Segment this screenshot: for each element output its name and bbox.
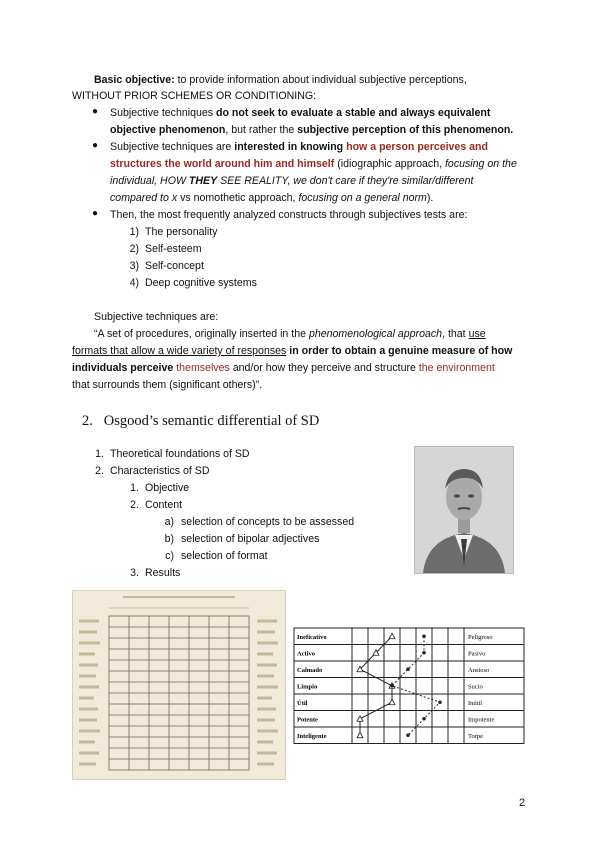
list-item: Characteristics of SD xyxy=(110,465,210,477)
sd-left-label: Ineficativo xyxy=(297,633,327,641)
portrait-illustration xyxy=(415,447,513,573)
list-item: Self-esteem xyxy=(145,243,202,255)
sd-right-label: Inútil xyxy=(468,699,483,707)
sd-right-label: Torpe xyxy=(468,732,484,740)
sd-profile-b-point xyxy=(406,667,410,671)
list-item: Theoretical foundations of SD xyxy=(110,448,250,460)
sd-right-label: Peligroso xyxy=(468,633,493,641)
sd-table-border xyxy=(294,628,524,744)
sd-left-label: Calmado xyxy=(297,666,323,674)
sd-right-label: Pasivo xyxy=(468,650,486,658)
techniques-heading: Subjective techniques are: xyxy=(94,311,219,323)
osgood-portrait-photo xyxy=(414,446,514,574)
list-item: selection of bipolar adjectives xyxy=(181,533,320,545)
sd-profile-b-point xyxy=(422,634,426,638)
sd-response-form-image xyxy=(72,590,286,780)
sd-profile-a-point xyxy=(389,699,395,705)
list-item: Deep cognitive systems xyxy=(145,277,257,289)
sd-profile-b-point xyxy=(390,684,394,688)
sd-right-label: Sucio xyxy=(468,683,483,691)
bullet-1-line-1: Subjective techniques do not seek to evaluate a stable and always equivalent xyxy=(110,107,491,119)
bullet-dot: ● xyxy=(92,208,99,219)
sd-profile-chart xyxy=(290,626,525,748)
sd-left-label: Activo xyxy=(297,650,316,658)
basic-objective-line-1: Basic objective: to provide information about individual subjective perceptions, xyxy=(94,74,467,86)
sd-left-label: Potente xyxy=(297,716,318,724)
bullet-2-line-4: compared to x vs nomothetic approach, focusing on a general norm). xyxy=(110,192,434,204)
bullet-2-line-1: Subjective techniques are interested in knowing how a person perceives and xyxy=(110,141,488,153)
list-item: The personality xyxy=(145,226,218,238)
quote-line-1: “A set of procedures, originally inserted in the phenomenological approach, that use xyxy=(94,328,486,340)
sd-profile-b-point xyxy=(422,651,426,655)
sd-profile-a-point xyxy=(357,716,363,722)
sd-profile-b-point xyxy=(422,717,426,721)
page-number: 2 xyxy=(519,797,526,809)
sd-profile-a-point xyxy=(357,732,363,738)
quote-line-3: individuals perceive themselves and/or how they perceive and structure the environment xyxy=(72,362,495,374)
section-heading: 2. Osgood’s semantic differential of SD xyxy=(82,413,320,429)
sd-form-illustration xyxy=(73,591,285,779)
list-item: Results xyxy=(145,567,181,579)
sd-right-label: Impotente xyxy=(468,716,495,724)
quote-line-4: that surrounds them (significant others)”. xyxy=(72,379,263,391)
list-item: selection of format xyxy=(181,550,268,562)
bullet-2-line-3: individual, HOW THEY SEE REALITY, we don't care if they're similar/different xyxy=(110,175,474,187)
quote-line-2: formats that allow a wide variety of responses in order to obtain a genuine measure of how xyxy=(72,345,513,357)
bullet-3: Then, the most frequently analyzed constructs through subjectives tests are: xyxy=(110,209,468,221)
list-item: Self-concept xyxy=(145,260,204,272)
sd-profile-a-point xyxy=(389,633,395,639)
list-item: Objective xyxy=(145,482,190,494)
list-item: selection of concepts to be assessed xyxy=(181,516,355,528)
bullet-dot: ● xyxy=(92,140,99,151)
bullet-2-line-2: structures the world around him and himself (idiographic approach, focusing on the xyxy=(110,158,517,170)
sd-profile-b-point xyxy=(406,733,410,737)
sd-right-label: Ansioso xyxy=(468,666,490,674)
sd-left-label: Inteligente xyxy=(297,732,327,740)
bullet-dot: ● xyxy=(92,106,99,117)
sd-left-label: Limpio xyxy=(297,683,318,691)
sd-profile-b-point xyxy=(438,700,442,704)
list-item: Content xyxy=(145,499,183,511)
sd-left-label: Útil xyxy=(297,699,308,707)
basic-objective-line-2: WITHOUT PRIOR SCHEMES OR CONDITIONING: xyxy=(72,90,317,102)
bullet-1-line-2: objective phenomenon, but rather the subjective perception of this phenomenon. xyxy=(110,124,514,136)
